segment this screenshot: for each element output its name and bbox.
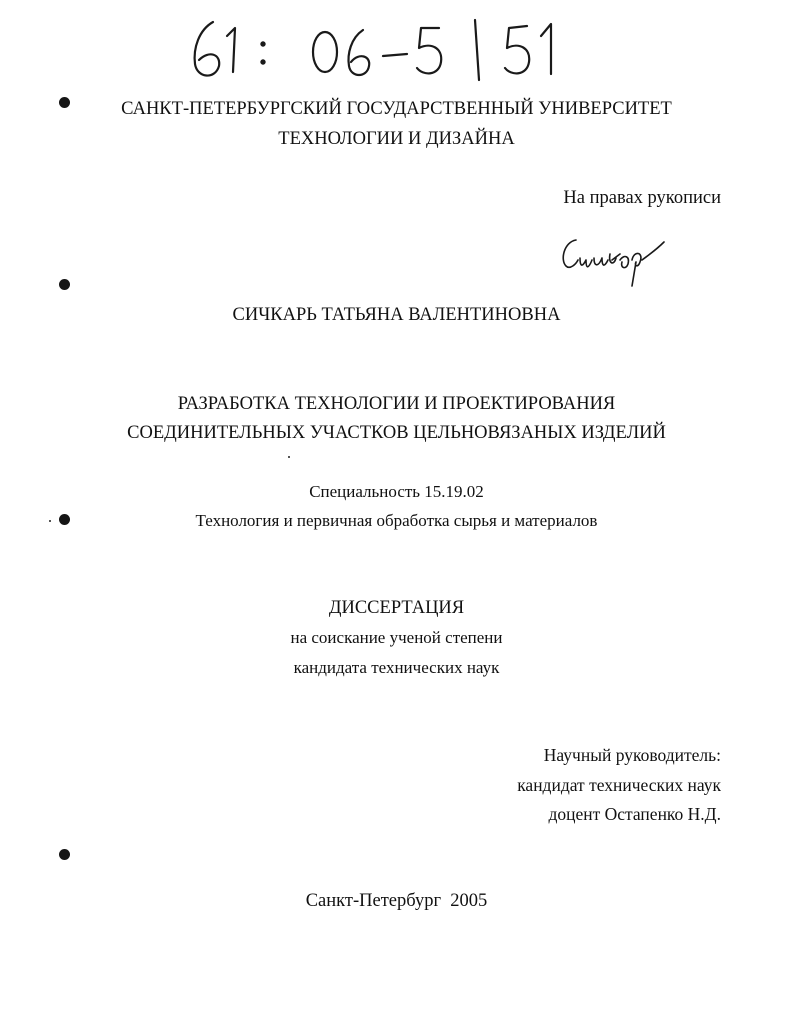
supervisor-degree: кандидат технических наук xyxy=(517,775,721,795)
supervisor-name: доцент Остапенко Н.Д. xyxy=(548,804,721,824)
binding-hole xyxy=(59,849,70,860)
thesis-type: ДИССЕРТАЦИЯ xyxy=(328,598,465,618)
supervisor-label: Научный руководитель: xyxy=(543,745,721,765)
dissertation-title-line-2: СОЕДИНИТЕЛЬНЫХ УЧАСТКОВ ЦЕЛЬНОВЯЗАНЫХ ИЗДЕЛИЙ xyxy=(127,423,666,443)
scan-speck xyxy=(288,456,290,458)
place-and-year: Санкт-Петербург 2005 xyxy=(305,891,488,911)
author-name: СИЧКАРЬ ТАТЬЯНА ВАЛЕНТИНОВНА xyxy=(232,305,561,325)
handwritten-archive-number xyxy=(185,14,605,84)
university-name-line-2: ТЕХНОЛОГИИ И ДИЗАЙНА xyxy=(278,129,515,149)
specialty-name: Технология и первичная обработка сырья и материалов xyxy=(195,511,598,530)
university-name-line-1: САНКТ-ПЕТЕРБУРГСКИЙ ГОСУДАРСТВЕННЫЙ УНИВЕРСИТЕТ xyxy=(121,99,672,119)
thesis-purpose: на соискание ученой степени xyxy=(290,628,503,647)
binding-hole xyxy=(59,279,70,290)
specialty-code: Специальность 15.19.02 xyxy=(309,482,484,501)
manuscript-rights: На правах рукописи xyxy=(563,188,721,208)
author-signature xyxy=(558,230,668,290)
dissertation-title-line-1: РАЗРАБОТКА ТЕХНОЛОГИИ И ПРОЕКТИРОВАНИЯ xyxy=(177,394,616,414)
thesis-degree: кандидата технических наук xyxy=(293,658,500,677)
